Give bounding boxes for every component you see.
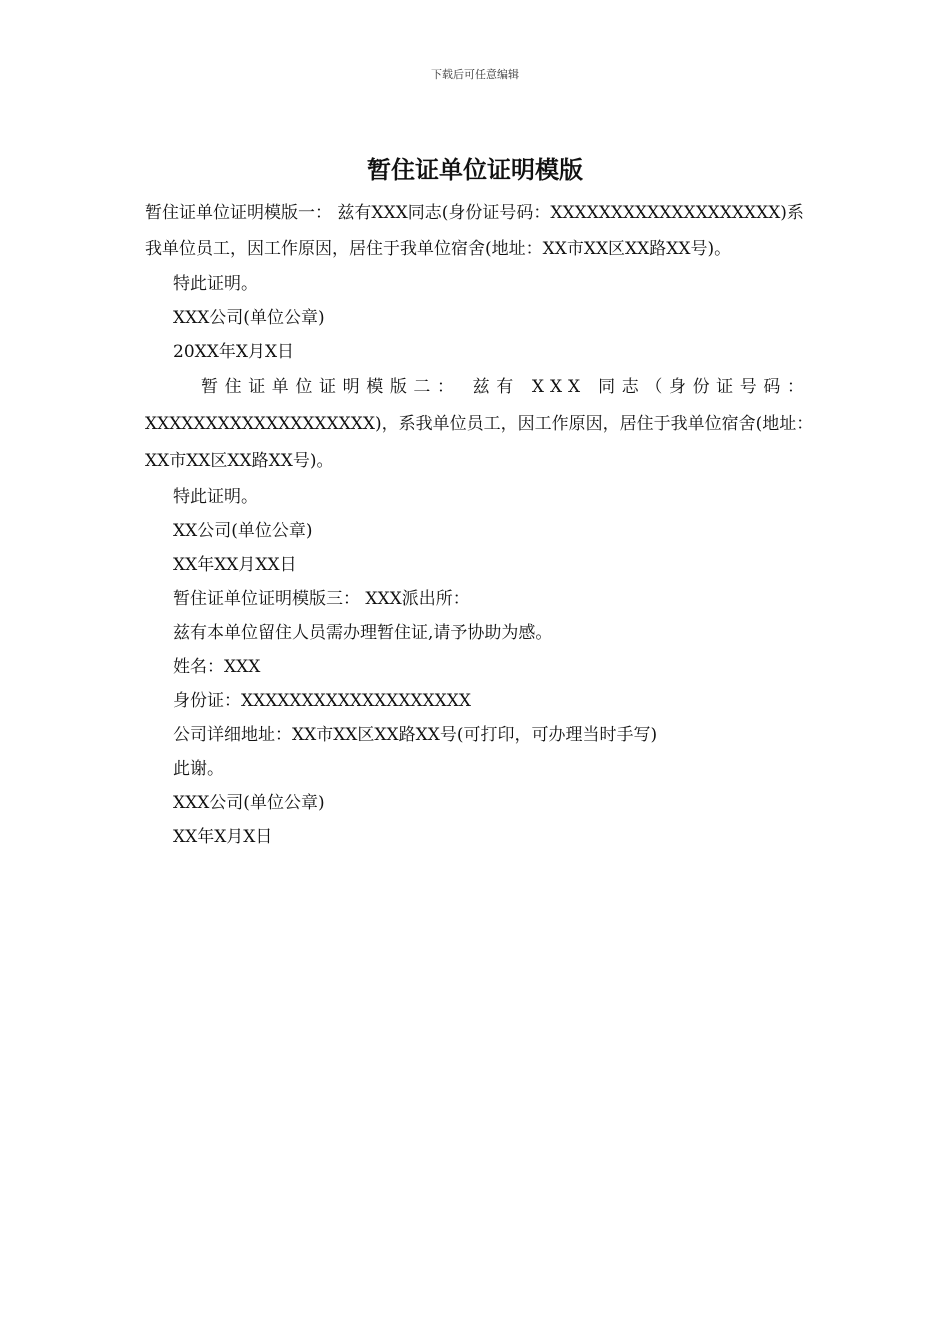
template1-line1: 暂住证单位证明模版一： 兹有XXX同志(身份证号码：XXXXXXXXXXXXXXXXXXX)系 (145, 203, 804, 223)
template1-line2: 我单位员工，因工作原因，居住于我单位宿舍(地址：XX市XX区XX路XX号)。 (145, 239, 732, 259)
template3-line1: 暂住证单位证明模版三： XXX派出所： (173, 589, 470, 609)
template3-line2: 兹有本单位留住人员需办理暂住证,请予协助为感。 (173, 623, 553, 643)
template3-company: XXX公司(单位公章) (173, 793, 325, 813)
header-note: 下载后可任意编辑 (431, 68, 519, 81)
template2-closing: 特此证明。 (173, 487, 258, 507)
template3-id: 身份证：XXXXXXXXXXXXXXXXXXX (173, 691, 471, 711)
template3-name: 姓名：XXX (173, 657, 261, 677)
template2-line3: XX市XX区XX路XX号)。 (145, 451, 334, 471)
template1-date: 20XX年X月X日 (173, 342, 295, 362)
document-body (145, 195, 814, 854)
template2-company: XX公司(单位公章) (173, 521, 313, 541)
template1-closing: 特此证明。 (173, 274, 258, 294)
template3-address: 公司详细地址：XX市XX区XX路XX号(可打印，可办理当时手写) (173, 725, 658, 745)
template2-line1: 暂住证单位证明模版二： 兹有 XXX 同志（身份证号码： (201, 377, 810, 397)
template1-company: XXX公司(单位公章) (173, 308, 325, 328)
template3-closing: 此谢。 (173, 759, 224, 779)
template2-date: XX年XX月XX日 (173, 555, 297, 575)
template3-date: XX年X月X日 (173, 827, 273, 847)
template2-line2: XXXXXXXXXXXXXXXXXXX)，系我单位员工，因工作原因，居住于我单位宿舍(地址： (145, 414, 814, 434)
document-title: 暂住证单位证明模版 (367, 156, 583, 184)
